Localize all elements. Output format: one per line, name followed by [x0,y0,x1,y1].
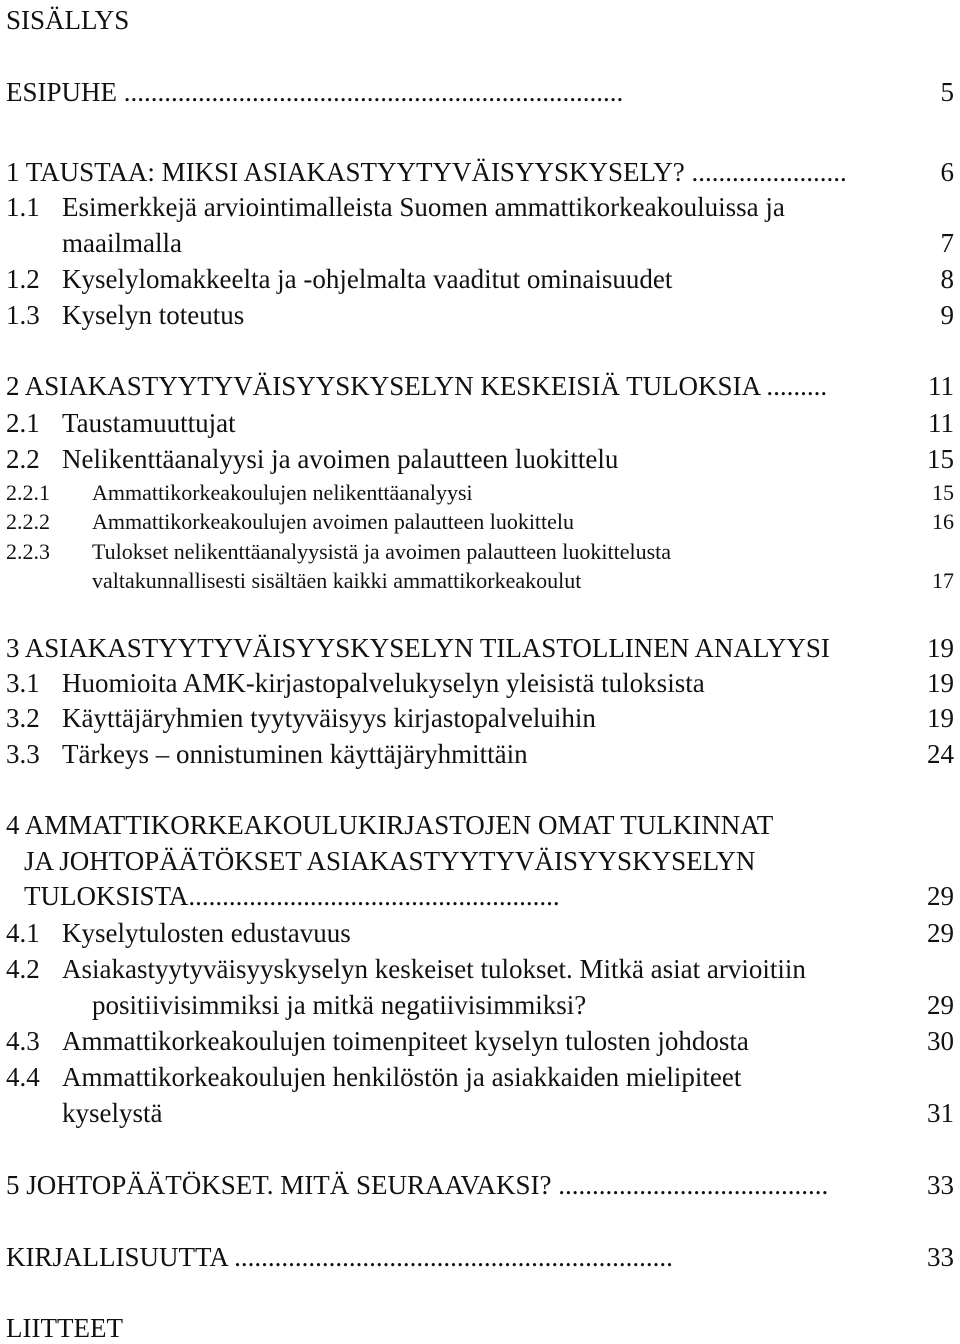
toc-page-number: 29 [927,918,954,948]
toc-entry-label: Tärkeys – onnistuminen käyttäjäryhmittäin [62,739,528,769]
toc-entry-label: Ammattikorkeakoulujen toimenpiteet kyselyn tulosten johdosta [62,1026,749,1056]
toc-entry-number: 4.1 [6,918,40,948]
toc-entry-label: KIRJALLISUUTTA [6,1242,228,1272]
toc-leader-dots: ................................................................. [234,1242,673,1272]
toc-entry-label: 2 ASIAKASTYYTYVÄISYYSKYSELYN KESKEISIÄ TULOKSIA [6,371,760,401]
toc-page-number: 9 [940,300,954,330]
toc-page-number: 29 [927,881,954,911]
toc-entry-number: 1.2 [6,264,40,294]
toc-entry-label-continued: kyselystä [62,1098,163,1128]
toc-entry-number: 4.3 [6,1026,40,1056]
toc-entry-number: 3.2 [6,703,40,733]
toc-entry-2-2-2[interactable] [6,508,575,536]
toc-entry-label-continued [24,880,560,912]
toc-entry-4-1[interactable] [6,917,351,949]
toc-entry-number: 2.2.3 [6,539,50,564]
toc-page-number: 30 [927,1026,954,1056]
toc-entry-number: 2.2.1 [6,480,50,505]
toc-page-number: 15 [932,480,954,505]
toc-entry-label-continued: maailmalla [62,228,182,258]
toc-entry-label: Käyttäjäryhmien tyytyväisyys kirjastopalveluihin [62,703,596,733]
toc-entry-label: Nelikenttäanalyysi ja avoimen palautteen luokittelu [62,444,619,474]
toc-entry-esipuhe[interactable] [6,76,623,108]
toc-entry-number: 2.2.2 [6,509,50,534]
toc-entry-label: Ammattikorkeakoulujen avoimen palautteen luokittelu [92,509,575,534]
toc-entry-chapter-1[interactable] [6,156,847,188]
toc-leader-dots: ........................................ [558,1170,829,1200]
toc-title: SISÄLLYS [6,5,130,35]
toc-entry-label: 1 TAUSTAA: MIKSI ASIAKASTYYTYVÄISYYSKYSELY? [6,157,685,187]
toc-entry-number: 1.3 [6,300,40,330]
toc-entry-2-1[interactable] [6,407,236,439]
toc-page-number: 33 [927,1242,954,1272]
toc-page-number: 15 [927,444,954,474]
toc-entry-label: Taustamuuttujat [62,408,236,438]
toc-entry-label: Kyselyn toteutus [62,300,245,330]
toc-entry-2-2-1[interactable] [6,479,473,507]
toc-entry-4-2[interactable] [6,953,806,985]
toc-entry-label: ESIPUHE [6,77,118,107]
toc-leader-dots: .......................................................................... [123,77,624,107]
toc-entry-4-3[interactable] [6,1025,749,1057]
toc-entry-1-3[interactable] [6,299,245,331]
toc-page-number: 5 [940,77,954,107]
toc-entry-4-4[interactable] [6,1061,742,1093]
toc-entry-number: 4.2 [6,954,40,984]
toc-entry-label-continued: positiivisimmiksi ja mitkä negatiivisimmiksi? [92,990,587,1020]
toc-page-number: 8 [940,264,954,294]
toc-entry-3-1[interactable] [6,667,705,699]
toc-entry-label: TULOKSISTA [24,881,189,911]
toc-page-number: 16 [932,509,954,534]
toc-entry-chapter-3[interactable] [6,632,830,664]
toc-page-number: 29 [927,990,954,1020]
toc-leader-dots: ......... [766,371,828,401]
toc-entry-label: Ammattikorkeakoulujen henkilöstön ja asiakkaiden mielipiteet [62,1062,742,1092]
toc-entry-number: 2.1 [6,408,40,438]
toc-page-number: 7 [940,228,954,258]
toc-entry-label: 5 JOHTOPÄÄTÖKSET. MITÄ SEURAAVAKSI? [6,1170,552,1200]
toc-page-number: 6 [940,157,954,187]
toc-entry-1-2[interactable] [6,263,673,295]
toc-entry-label: Kyselytulosten edustavuus [62,918,351,948]
toc-entry-chapter-4[interactable] [6,809,773,841]
toc-entry-number: 3.1 [6,668,40,698]
toc-entry-label: Huomioita AMK-kirjastopalvelukyselyn yleisistä tuloksista [62,668,705,698]
toc-entry-3-2[interactable] [6,702,596,734]
toc-entry-number: 1.1 [6,192,40,222]
toc-page-number: 17 [932,568,954,593]
toc-page-number: 24 [927,739,954,769]
toc-entry-number: 4.4 [6,1062,40,1092]
toc-entry-label: Asiakastyytyväisyyskyselyn keskeiset tulokset. Mitkä asiat arvioitiin [62,954,806,984]
toc-entry-liitteet[interactable] [6,1312,123,1344]
toc-page-number: 11 [928,371,954,401]
toc-entry-number: 2.2 [6,444,40,474]
toc-leader-dots: ....................... [691,157,847,187]
toc-page-number: 33 [927,1170,954,1200]
toc-entry-number: 3.3 [6,739,40,769]
toc-page-number: 11 [928,408,954,438]
toc-entry-label: 4 AMMATTIKORKEAKOULUKIRJASTOJEN OMAT TULKINNAT [6,810,774,840]
toc-entry-chapter-5[interactable] [6,1169,828,1201]
toc-page-number: 19 [927,668,954,698]
toc-entry-chapter-2[interactable] [6,370,827,402]
toc-leader-dots: ....................................................... [188,881,560,911]
toc-entry-2-2-3[interactable] [6,538,672,566]
toc-entry-label-continued: JA JOHTOPÄÄTÖKSET ASIAKASTYYTYVÄISYYSKYSELYN [24,846,756,876]
toc-entry-label: Esimerkkejä arviointimalleista Suomen ammattikorkeakouluissa ja [62,192,785,222]
toc-entry-kirjallisuutta[interactable] [6,1241,673,1273]
toc-entry-1-1[interactable] [6,191,785,223]
toc-entry-label: LIITTEET [6,1313,123,1343]
toc-entry-label: Tulokset nelikenttäanalyysistä ja avoimen palautteen luokittelusta [92,539,672,564]
toc-page-number: 19 [927,703,954,733]
toc-entry-3-3[interactable] [6,738,528,770]
toc-entry-2-2[interactable] [6,443,619,475]
toc-page-number: 31 [927,1098,954,1128]
toc-entry-label: 3 ASIAKASTYYTYVÄISYYSKYSELYN TILASTOLLINEN ANALYYSI [6,633,830,663]
toc-entry-label-continued: valtakunnallisesti sisältäen kaikki ammattikorkeakoulut [92,568,582,593]
toc-entry-label: Ammattikorkeakoulujen nelikenttäanalyysi [92,480,473,505]
toc-page-number: 19 [927,633,954,663]
toc-entry-label: Kyselylomakkeelta ja -ohjelmalta vaaditut ominaisuudet [62,264,673,294]
